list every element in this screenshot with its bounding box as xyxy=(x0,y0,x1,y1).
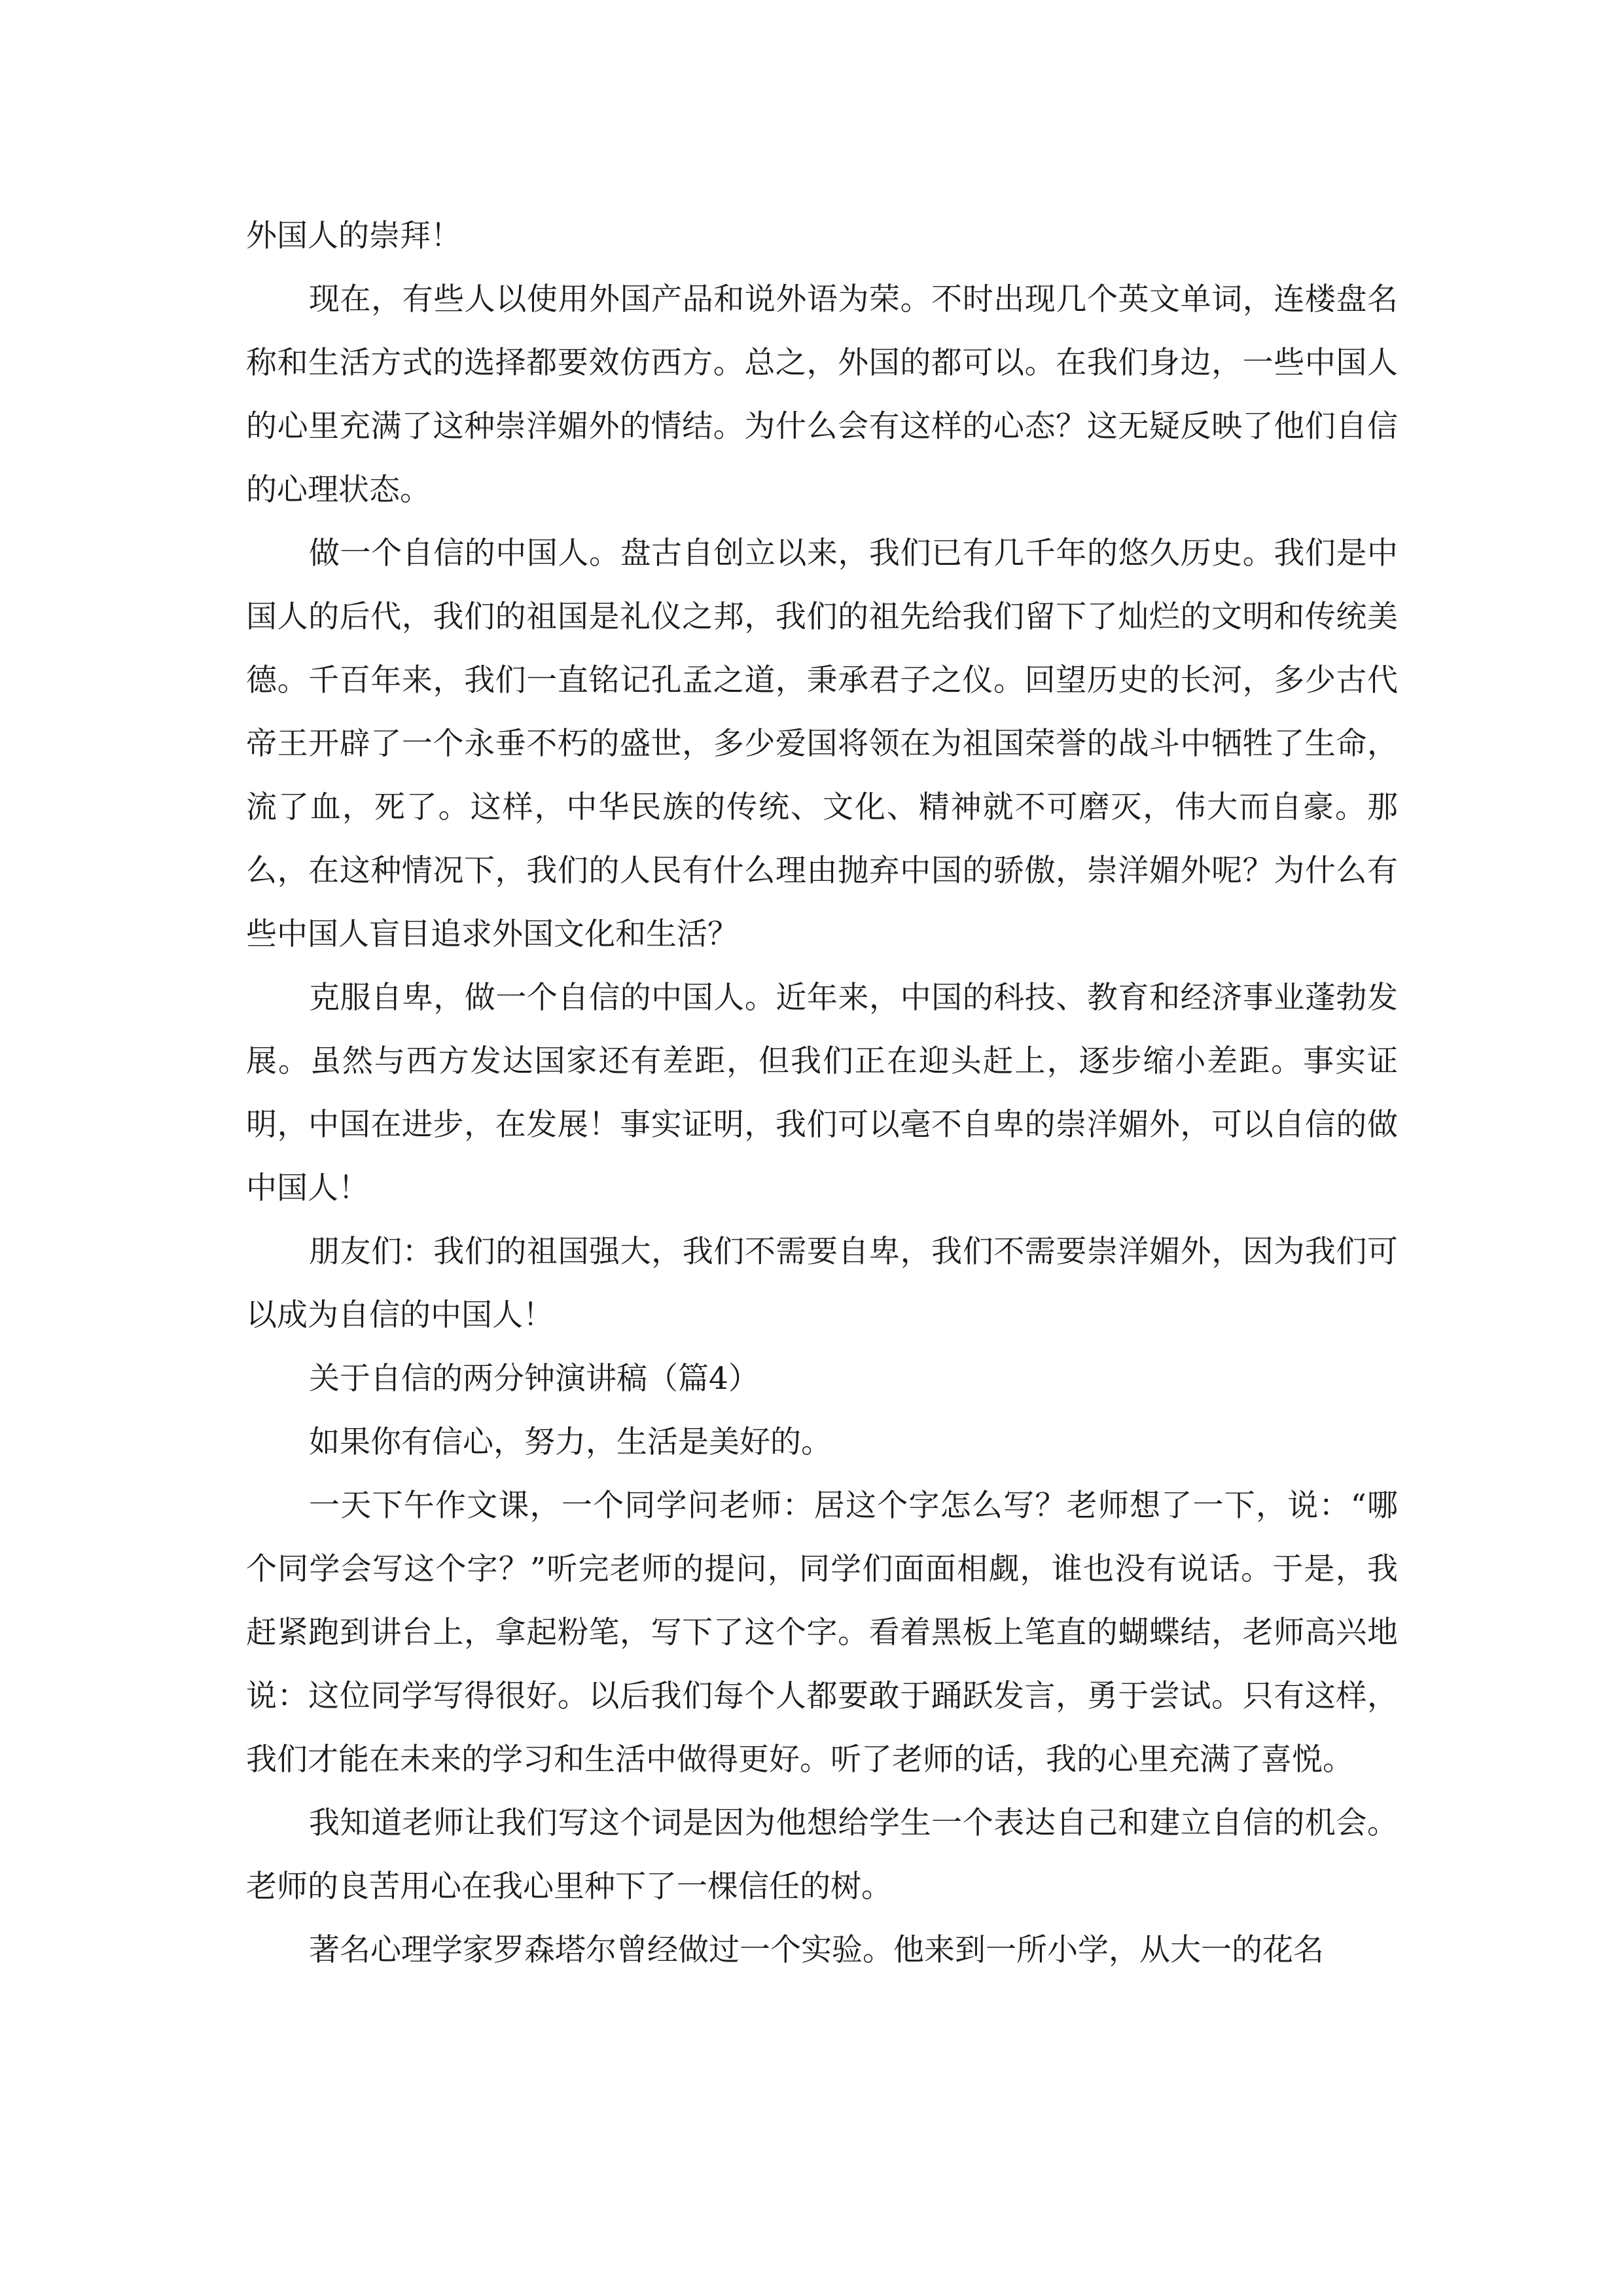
section-heading: 关于自信的两分钟演讲稿（篇4） xyxy=(309,1361,759,1397)
paragraph-confident-chinese: 做一个自信的中国人。盘古自创立以来，我们已有几千年的悠久历史。我们是中国人的后代，我们的祖国是礼仪之邦，我们的祖先给我们留下了灿烂的文明和传统美德。千百年来，我们一直铭记孔孟之道，秉承君子之仪。回望历史的长河，多少古代帝王开辟了一个永垂不朽的盛世，多少爱国将领在为祖国荣誉的战斗中牺牲了生命，流了血，死了。这样，中华民族的传统、文化、精神就不可磨灭，伟大而自豪。那么，在这种情况下，我们的人民有什么理由抛弃中国的骄傲，崇洋媚外呢？为什么有些中国人盲目追求外国文化和生活？ xyxy=(246,535,1398,952)
paragraph-teacher-intent: 我知道老师让我们写这个词是因为他想给学生一个表达自己和建立自信的机会。老师的良苦用心在我心里种下了一棵信任的树。 xyxy=(246,1805,1398,1905)
paragraph-overcome-inferiority: 克服自卑，做一个自信的中国人。近年来，中国的科技、教育和经济事业蓬勃发展。虽然与西方发达国家还有差距，但我们正在迎头赶上，逐步缩小差距。事实证明，中国在进步，在发展！事实证明，我们可以毫不自卑的崇洋媚外，可以自信的做中国人！ xyxy=(246,980,1398,1206)
paragraph-opening-line: 如果你有信心，努力，生活是美好的。 xyxy=(309,1424,832,1460)
paragraph-composition-class: 一天下午作文课，一个同学问老师：居这个字怎么写？老师想了一下，说：“哪个同学会写这个字？”听完老师的提问，同学们面面相觑，谁也没有说话。于是，我赶紧跑到讲台上，拿起粉笔，写下了这个字。看着黑板上笔直的蝴蝶结，老师高兴地说：这位同学写得很好。以后我们每个人都要敢于踊跃发言，勇于尝试。只有这样，我们才能在未来的学习和生活中做得更好。听了老师的话，我的心里充满了喜悦。 xyxy=(246,1488,1398,1778)
paragraph-friends: 朋友们：我们的祖国强大，我们不需要自卑，我们不需要崇洋媚外，因为我们可以成为自信的中国人！ xyxy=(246,1234,1398,1333)
paragraph-rosenthal: 著名心理学家罗森塔尔曾经做过一个实验。他来到一所小学，从大一的花名 xyxy=(309,1932,1324,1968)
paragraph-continuation: 外国人的崇拜！ xyxy=(246,218,461,254)
paragraph-foreign-products: 现在，有些人以使用外国产品和说外语为荣。不时出现几个英文单词，连楼盘名称和生活方式的选择都要效仿西方。总之，外国的都可以。在我们身边，一些中国人的心里充满了这种崇洋媚外的情结。为什么会有这样的心态？这无疑反映了他们自信的心理状态。 xyxy=(246,281,1398,508)
document-body xyxy=(246,204,1398,1982)
